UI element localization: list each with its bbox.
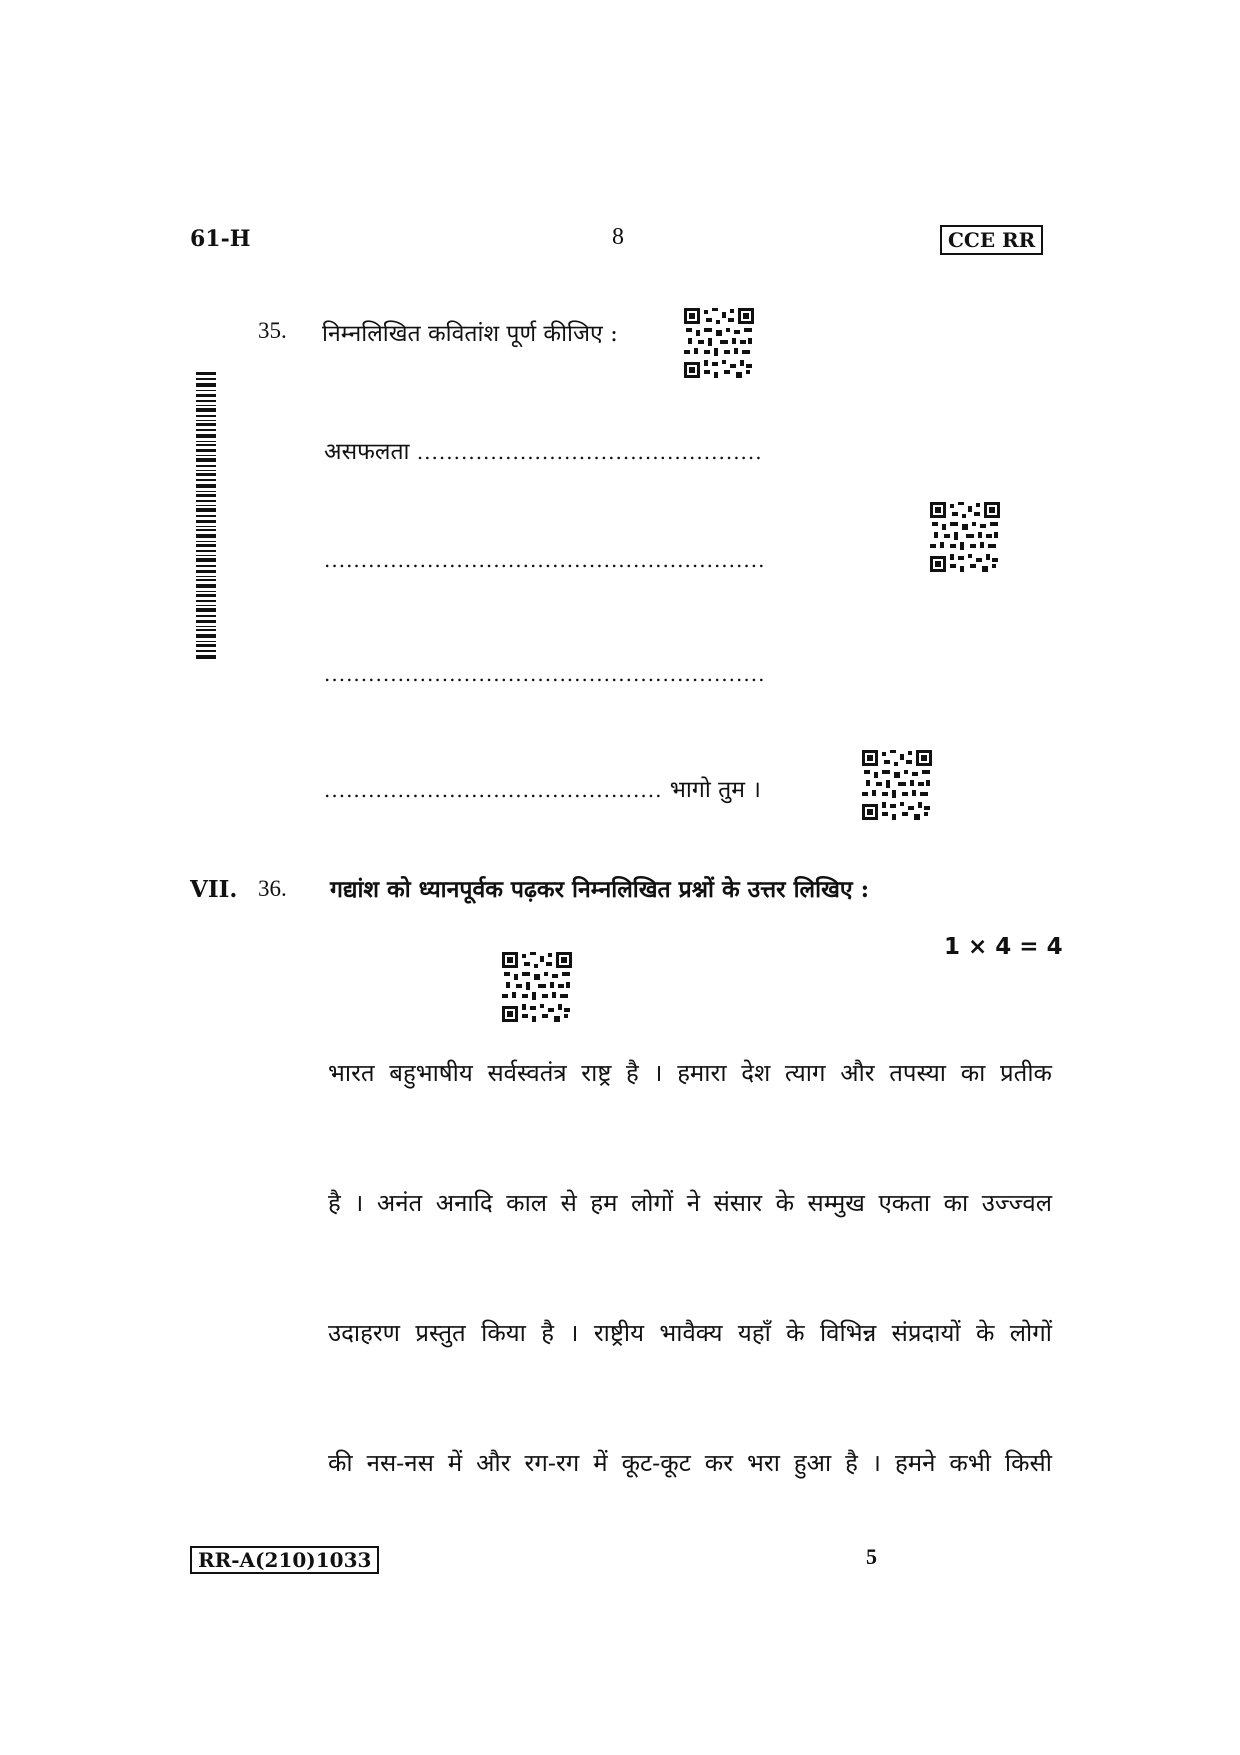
passage-line: भारत बहुभाषीय सर्वस्वतंत्र राष्ट्र है । हमारा देश त्याग और तपस्या का प्रतीक: [328, 1059, 1052, 1087]
blank-dots: ..............................................: [324, 778, 663, 802]
question-number: 36.: [258, 876, 287, 901]
board-code-badge: CCE RR: [940, 225, 1043, 255]
verse-line-1: [324, 434, 763, 466]
passage-line: है । अनंत अनादि काल से हम लोगों ने संसार के सम्मुख एकता का उज्ज्वल: [328, 1189, 1052, 1217]
question-number: 35.: [258, 318, 287, 343]
question-instruction: गद्यांश को ध्यानपूर्वक पढ़कर निम्नलिखित प्रश्नों के उत्तर लिखिए :: [330, 876, 870, 903]
paper-code: 61-H: [190, 226, 251, 252]
footer-page-number: 5: [866, 1544, 877, 1569]
passage-line: की नस-नस में और रग-रग में कूट-कूट कर भरा हुआ है । हमने कभी किसी: [328, 1449, 1052, 1477]
qr-code-icon: [502, 952, 572, 1022]
page-number: 8: [612, 224, 624, 250]
qr-code-icon: [862, 750, 932, 820]
verse-line-2-blank: ............................................................: [324, 548, 766, 572]
qr-code-icon: [684, 308, 754, 378]
marks-label: 1 × 4 = 4: [944, 934, 1063, 960]
blank-dots: ...............................................: [416, 440, 763, 464]
barcode-icon: [196, 372, 216, 662]
verse-end-words: भागो तुम ।: [669, 777, 762, 803]
verse-line-4: [324, 772, 761, 804]
qr-code-icon: [930, 502, 1000, 572]
passage-line: उदाहरण प्रस्तुत किया है । राष्ट्रीय भावैक्य यहाँ के विभिन्न संप्रदायों के लोगों: [328, 1319, 1052, 1347]
section-number: VII.: [190, 876, 238, 903]
footer-paper-code: RR-A(210)1033: [190, 1546, 379, 1574]
verse-line-3-blank: ............................................................: [324, 662, 766, 686]
question-instruction: निम्नलिखित कवितांश पूर्ण कीजिए :: [322, 321, 618, 347]
verse-start-word: असफलता: [324, 439, 410, 465]
